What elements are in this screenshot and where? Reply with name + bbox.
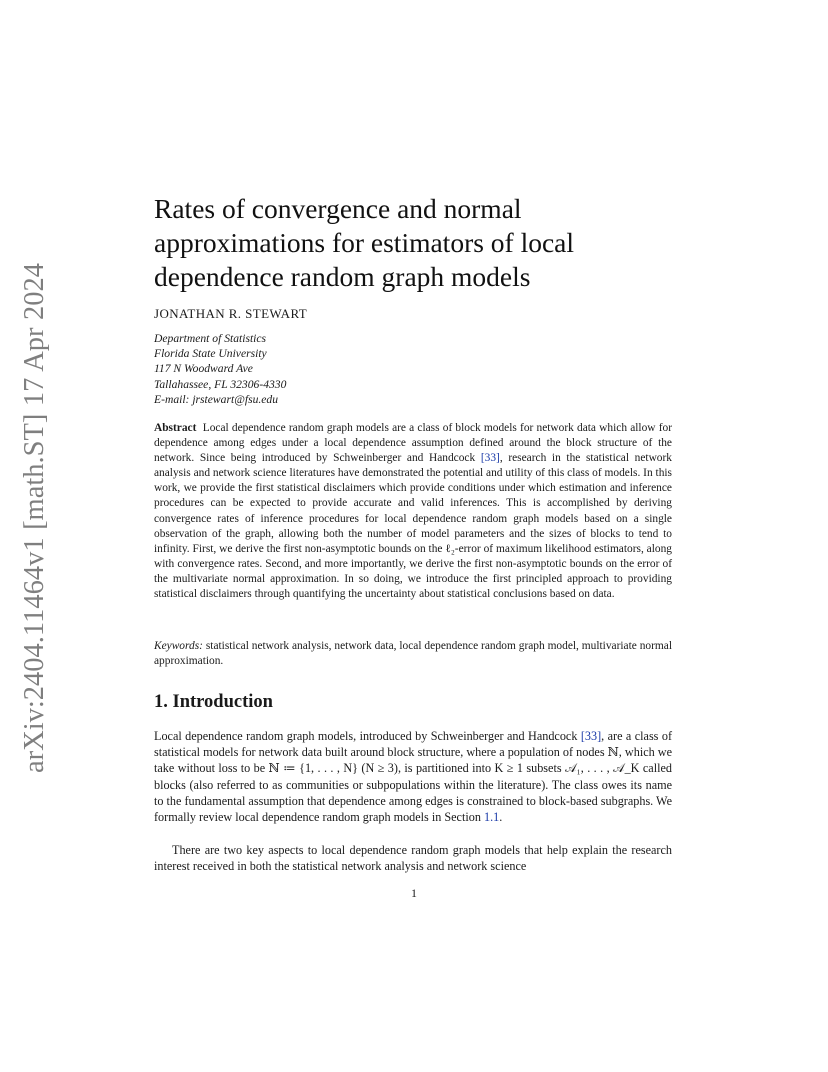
keywords-label: Keywords: bbox=[154, 640, 203, 652]
abstract-text-part-2: , research in the statistical network analysis and network science literatures have demonstrated the potential and utility of this class of models. In this work, we provide the first statistical disclaimers which provide conditions under which estimation and inference procedures can be expected to provide accurate and valid inferences. This is accomplished by deriving convergence rates of inference procedures for local dependence random graph models based on a single observation of the graph, allowing both the number of model parameters and the sizes of blocks to tend to infinity. First, we derive the first non-asymptotic bounds on the ℓ₂-error of maximum likelihood estimators, along with convergence rates. Second, and more importantly, we derive the first non-asymptotic bounds on the error of the multivariate normal approximation. In so doing, we introduce the first principled approach to providing statistical disclaimers through quantifying the uncertainty about statistical conclusions based on data. bbox=[154, 452, 672, 601]
affiliation-department: Department of Statistics bbox=[154, 332, 267, 345]
affiliation-street: 117 N Woodward Ave bbox=[154, 362, 253, 376]
para1-citation-link[interactable]: [33] bbox=[580, 729, 602, 743]
affiliation-city: Tallahassee, FL 32306-4330 bbox=[154, 377, 287, 391]
abstract bbox=[154, 421, 672, 602]
introduction-paragraph-1 bbox=[154, 728, 672, 825]
para1-text-part-1: Local dependence random graph models, introduced by Schweinberger and Handcock bbox=[154, 729, 581, 743]
arxiv-identifier-stamp: arXiv:2404.11464v1 [math.ST] 17 Apr 2024 bbox=[19, 263, 50, 773]
section-reference-link[interactable]: 1.1 bbox=[483, 810, 500, 825]
abstract-text-part-1: Local dependence random graph models are a class of block models for network data which allow for dependence among edges under a local dependence assumption defined around the block structure of the network. Since being introduced by Schweinberger and Handcock bbox=[154, 422, 672, 465]
abstract-label: Abstract bbox=[154, 422, 197, 434]
keywords bbox=[154, 639, 672, 669]
keywords-text: statistical network analysis, network data, local dependence random graph model, multivariate normal approximation. bbox=[154, 640, 672, 668]
abstract-citation-link[interactable]: [33] bbox=[480, 452, 500, 465]
affiliation-email: E-mail: jrstewart@fsu.edu bbox=[154, 392, 279, 406]
page-number: 1 bbox=[411, 886, 417, 900]
author-name: JONATHAN R. STEWART bbox=[154, 306, 308, 321]
para1-text-part-2: , are a class of statistical models for network data built around block structure, where a population of nodes ℕ, which we take without loss to be ℕ ≔ {1, . . . , N} (N ≥ 3), is partitioned into K ≥ 1 subsets 𝒜₁, . . . , 𝒜_K called blocks (also referred to as communities or subpopulations within the literature). The class owes its name to the fundamental assumption that dependence among edges is constrained to block-based subgraphs. We formally review local dependence random graph models in Section bbox=[154, 729, 672, 825]
affiliation-university: Florida State University bbox=[154, 347, 267, 361]
para1-text-part-3: . bbox=[499, 810, 503, 825]
paper-title: Rates of convergence and normal approximations for estimators of local dependence random graph models bbox=[154, 193, 575, 292]
introduction-paragraph-2: There are two key aspects to local dependence random graph models that help explain the research interest received in both the statistical network analysis and network science bbox=[154, 843, 672, 874]
section-heading-introduction: 1. Introduction bbox=[154, 692, 273, 712]
author-affiliation bbox=[154, 331, 286, 407]
